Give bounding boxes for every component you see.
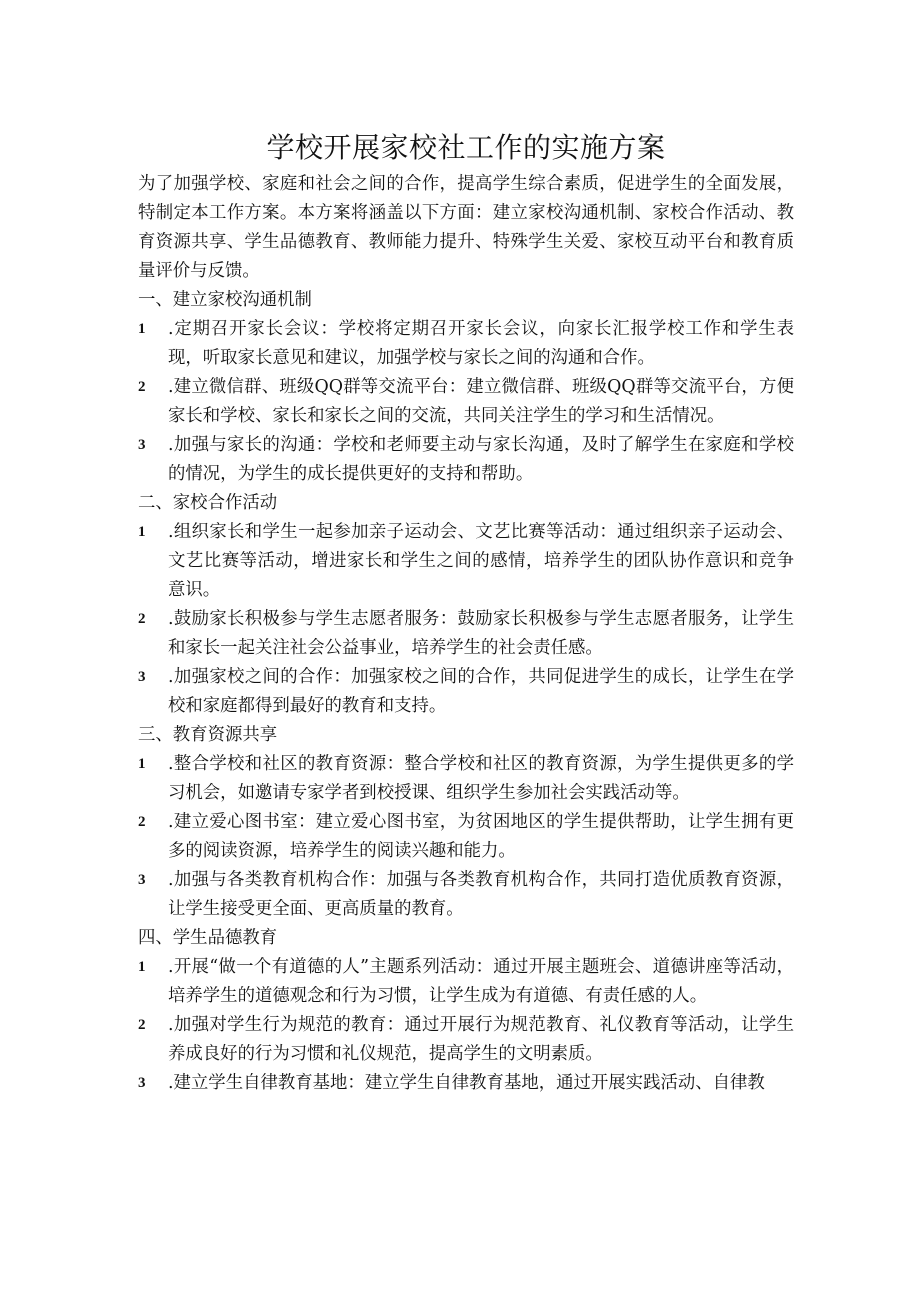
list-item xyxy=(138,518,794,605)
item-text: .定期召开家长会议：学校将定期召开家长会议，向家长汇报学校工作和学生表现，听取家长意见和建议，加强学校与家长之间的沟通和合作。 xyxy=(168,319,794,368)
section-heading: 三、教育资源共享 xyxy=(138,725,278,745)
item-number: 2 xyxy=(138,611,146,627)
item-number: 2 xyxy=(138,814,146,830)
list-item xyxy=(138,315,794,373)
list-item xyxy=(138,431,794,489)
document-page xyxy=(138,128,794,1098)
list-item xyxy=(138,953,794,1011)
item-text: .开展“做一个有道德的人”主题系列活动：通过开展主题班会、道德讲座等活动，培养学生的道德观念和行为习惯，让学生成为有道德、有责任感的人。 xyxy=(168,957,794,1006)
item-number: 3 xyxy=(138,669,146,685)
list-item xyxy=(138,373,794,431)
section-heading: 一、建立家校沟通机制 xyxy=(138,290,312,310)
item-number: 2 xyxy=(138,1017,146,1033)
item-number: 3 xyxy=(138,872,146,888)
section-1 xyxy=(138,286,794,489)
item-text: .整合学校和社区的教育资源：整合学校和社区的教育资源，为学生提供更多的学习机会，如邀请专家学者到校授课、组织学生参加社会实践活动等。 xyxy=(168,754,794,803)
list-item xyxy=(138,1011,794,1069)
item-number: 3 xyxy=(138,1075,146,1091)
item-text: .加强对学生行为规范的教育：通过开展行为规范教育、礼仪教育等活动，让学生养成良好的行为习惯和礼仪规范，提高学生的文明素质。 xyxy=(168,1015,794,1064)
item-number: 2 xyxy=(138,379,146,395)
list-item xyxy=(138,808,794,866)
section-3 xyxy=(138,721,794,924)
list-item xyxy=(138,663,794,721)
item-number: 1 xyxy=(138,321,146,337)
list-item xyxy=(138,1069,794,1098)
item-text: .加强与各类教育机构合作：加强与各类教育机构合作，共同打造优质教育资源，让学生接受更全面、更高质量的教育。 xyxy=(168,870,794,919)
item-text: .组织家长和学生一起参加亲子运动会、文艺比赛等活动：通过组织亲子运动会、文艺比赛等活动，增进家长和学生之间的感情，培养学生的团队协作意识和竞争意识。 xyxy=(168,522,794,600)
section-2 xyxy=(138,489,794,721)
list-item xyxy=(138,605,794,663)
section-heading: 四、学生品德教育 xyxy=(138,928,278,948)
list-item xyxy=(138,750,794,808)
section-4 xyxy=(138,924,794,1098)
item-number: 1 xyxy=(138,959,146,975)
section-heading: 二、家校合作活动 xyxy=(138,493,278,513)
item-text: .建立微信群、班级QQ群等交流平台：建立微信群、班级QQ群等交流平台，方便家长和学校、家长和家长之间的交流，共同关注学生的学习和生活情况。 xyxy=(168,377,794,426)
document-title: 学校开展家校社工作的实施方案 xyxy=(266,131,666,164)
item-text: .鼓励家长积极参与学生志愿者服务：鼓励家长积极参与学生志愿者服务，让学生和家长一起关注社会公益事业，培养学生的社会责任感。 xyxy=(168,609,794,658)
item-number: 1 xyxy=(138,756,146,772)
item-text: .加强与家长的沟通：学校和老师要主动与家长沟通，及时了解学生在家庭和学校的情况，为学生的成长提供更好的支持和帮助。 xyxy=(168,435,794,484)
item-text: .加强家校之间的合作：加强家校之间的合作，共同促进学生的成长，让学生在学校和家庭都得到最好的教育和支持。 xyxy=(168,667,794,716)
item-text: .建立爱心图书室：建立爱心图书室，为贫困地区的学生提供帮助，让学生拥有更多的阅读资源，培养学生的阅读兴趣和能力。 xyxy=(168,812,794,861)
item-number: 3 xyxy=(138,437,146,453)
item-number: 1 xyxy=(138,524,146,540)
intro-paragraph: 为了加强学校、家庭和社会之间的合作，提高学生综合素质，促进学生的全面发展，特制定本工作方案。本方案将涵盖以下方面：建立家校沟通机制、家校合作活动、教育资源共享、学生品德教育、教师能力提升、特殊学生关爱、家校互动平台和教育质量评价与反馈。 xyxy=(138,174,794,281)
list-item xyxy=(138,866,794,924)
item-text: .建立学生自律教育基地：建立学生自律教育基地，通过开展实践活动、自律教 xyxy=(168,1073,765,1093)
